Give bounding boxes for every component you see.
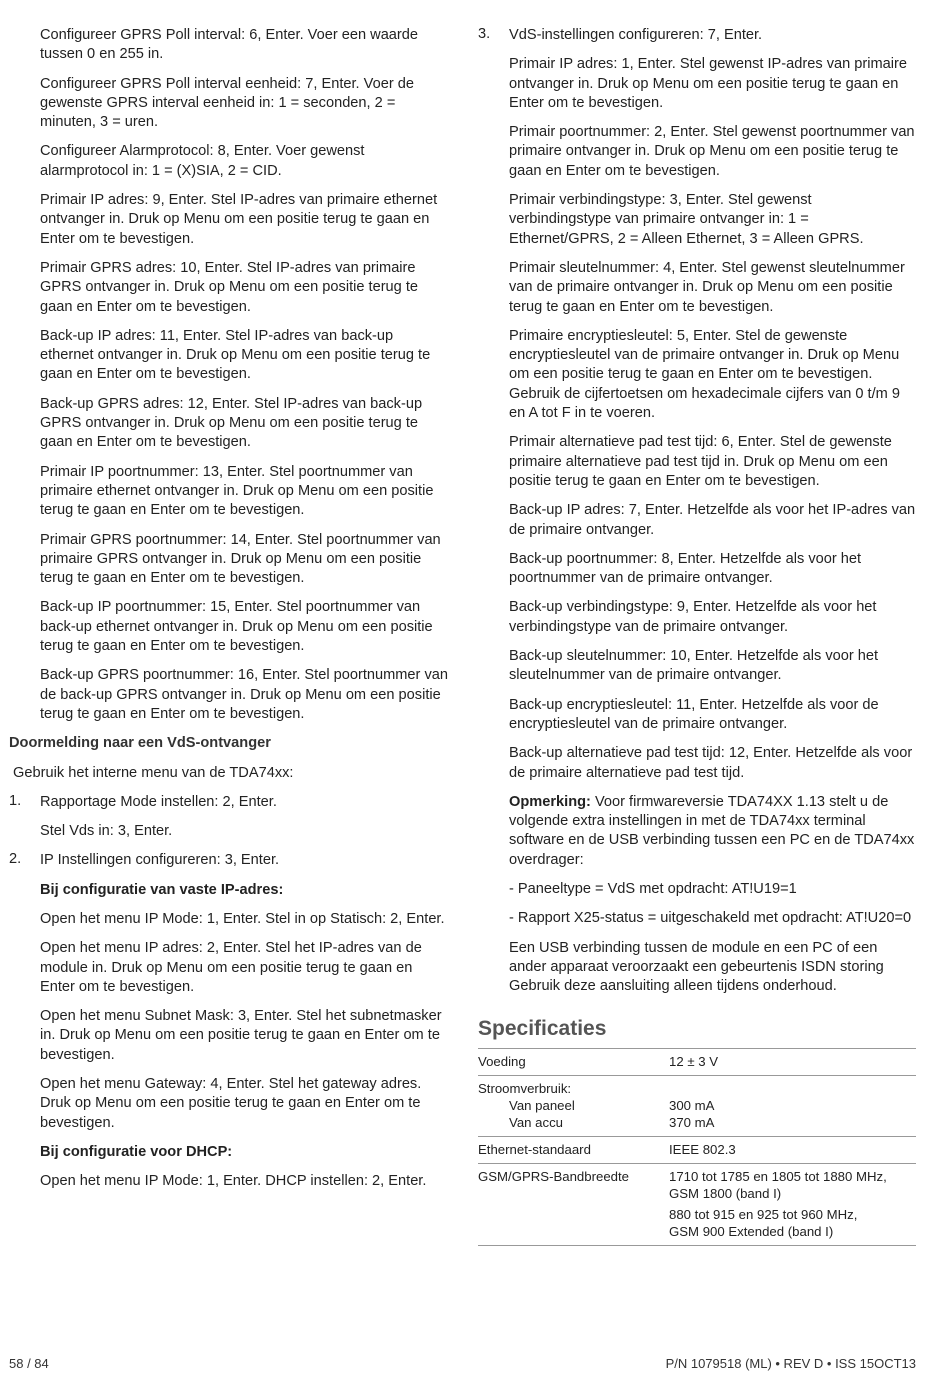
note-text: Voor firmwareversie TDA74XX 1.13 stelt u de volgende extra instellingen in met de TDA74xx terminal software en de USB verbinding tussen een PC en de TDA74xx overdrager:	[509, 793, 915, 868]
step-text: VdS-instellingen configureren: 7, Enter.	[509, 27, 763, 43]
note-label: Opmerking:	[509, 793, 591, 810]
paragraph: Primaire encryptiesleutel: 5, Enter. Stel de gewenste encryptiesleutel van de primaire ontvanger in. Druk op Menu om een positie terug te gaan en Enter om te bevestigen. Gebruik de cijfertoetsen om hexadecimale cijfers van 0 t/m 9 en A tot F in te voeren.	[509, 327, 900, 422]
paragraph: Een USB verbinding tussen de module en een PC of een ander apparaat veroorzaakt een gebeurtenis ISDN storing Gebruik deze aansluiting alleen tijdens onderhoud.	[509, 939, 884, 995]
paragraph: Back-up verbindingstype: 9, Enter. Hetzelfde als voor het verbindingstype van de primaire ontvanger.	[509, 599, 877, 635]
right-column	[478, 26, 916, 1246]
paragraph: Open het menu IP adres: 2, Enter. Stel het IP-adres van de module in. Druk op Menu om een positie terug te gaan en Enter om te bevestigen.	[40, 940, 422, 995]
table-row	[478, 1049, 916, 1076]
paragraph: Primair IP adres: 1, Enter. Stel gewenst IP-adres van primaire ontvanger in. Druk op Menu om een positie terug te gaan en Enter om te bevestigen.	[509, 56, 907, 111]
left-column	[9, 26, 449, 1202]
spec-subvalue: 370 mA	[669, 1115, 715, 1131]
paragraph: Primair verbindingstype: 3, Enter. Stel gewenst verbindingstype van primaire ontvanger in: 1 = Ethernet/GPRS, 2 = Alleen Ethernet, 3 = Alleen GPRS.	[509, 192, 864, 247]
spec-value: 12 ± 3 V	[669, 1054, 719, 1070]
note-paragraph	[509, 793, 916, 870]
paragraph: Back-up GPRS adres: 12, Enter. Stel IP-adres van back-up GPRS ontvanger in. Druk op Menu om een positie terug te gaan en Enter om te bevestigen.	[40, 395, 423, 451]
paragraph: Primair GPRS poortnummer: 14, Enter. Stel poortnummer van primaire GPRS ontvanger in. Druk op Menu om een positie terug te gaan en Enter om te bevestigen.	[40, 531, 441, 587]
paragraph: Stel Vds in: 3, Enter.	[40, 823, 173, 840]
spec-key: Voeding	[478, 1054, 526, 1070]
spec-subvalue: GSM 900 Extended (band I)	[669, 1224, 834, 1240]
paragraph: - Rapport X25-status = uitgeschakeld met opdracht: AT!U20=0	[509, 910, 912, 927]
paragraph: Back-up poortnummer: 8, Enter. Hetzelfde als voor het poortnummer van de primaire ontvanger.	[509, 550, 862, 587]
paragraph: Primair poortnummer: 2, Enter. Stel gewenst poortnummer van primaire ontvanger in. Druk op Menu om een positie terug te gaan en Enter om te bevestigen.	[509, 124, 915, 179]
paragraph: Primair IP adres: 9, Enter. Stel IP-adres van primaire ethernet ontvanger in. Druk op Menu om een positie terug te gaan en Enter om te bevestigen.	[40, 192, 438, 247]
paragraph: Open het menu Gateway: 4, Enter. Stel het gateway adres. Druk op Menu om een positie terug te gaan en Enter om te bevestigen.	[40, 1076, 422, 1131]
spec-value	[669, 1076, 916, 1137]
spec-table	[478, 1048, 916, 1246]
paragraph: Back-up IP poortnummer: 15, Enter. Stel poortnummer van back-up ethernet ontvanger in. Druk op Menu om een positie terug te gaan en Enter om te bevestigen.	[40, 599, 433, 655]
spec-key: Ethernet-standaard	[478, 1142, 591, 1158]
numbered-step	[478, 26, 916, 55]
spec-subvalue: 880 tot 915 en 925 tot 960 MHz,	[669, 1207, 858, 1223]
step-number: 1.	[9, 792, 22, 809]
spec-subkey: Van paneel	[509, 1098, 575, 1114]
table-row	[478, 1164, 916, 1246]
paragraph: Configureer GPRS Poll interval eenheid: 7, Enter. Voer de gewenste GPRS interval eenheid in: 1 = seconden, 2 = minuten, 3 = uren.	[40, 75, 414, 131]
paragraph: Back-up sleutelnummer: 10, Enter. Hetzelfde als voor het sleutelnummer van de primaire ontvanger.	[509, 648, 879, 684]
paragraph: Primair IP poortnummer: 13, Enter. Stel poortnummer van primaire ethernet ontvanger in. Druk op Menu om een positie terug te gaan en Enter om te bevestigen.	[40, 463, 434, 519]
spec-key	[478, 1076, 669, 1137]
paragraph: Configureer GPRS Poll interval: 6, Enter. Voer een waarde tussen 0 en 255 in.	[40, 27, 419, 63]
numbered-step	[9, 851, 449, 880]
page-number: 58 / 84	[9, 1356, 49, 1371]
step-text: IP Instellingen configureren: 3, Enter.	[40, 852, 280, 869]
paragraph: Open het menu IP Mode: 1, Enter. Stel in op Statisch: 2, Enter.	[40, 910, 445, 927]
table-row	[478, 1076, 916, 1137]
paragraph: - Paneeltype = VdS met opdracht: AT!U19=1	[509, 880, 797, 897]
sub-heading: Bij configuratie voor DHCP:	[40, 1143, 233, 1160]
spec-title: Specificaties	[478, 1017, 607, 1041]
spec-subvalue: 300 mA	[669, 1098, 715, 1114]
sub-heading: Bij configuratie van vaste IP-adres:	[40, 881, 284, 898]
intro-text: Gebruik het interne menu van de TDA74xx:	[9, 764, 294, 781]
paragraph: Back-up IP adres: 7, Enter. Hetzelfde als voor het IP-adres van de primaire ontvanger.	[509, 502, 916, 538]
spec-value: IEEE 802.3	[669, 1142, 736, 1158]
paragraph: Primair GPRS adres: 10, Enter. Stel IP-adres van primaire GPRS ontvanger in. Druk op Menu om een positie terug te gaan en Enter om te bevestigen.	[40, 259, 419, 315]
step-text: Rapportage Mode instellen: 2, Enter.	[40, 793, 277, 810]
spec-subkey: Van accu	[509, 1115, 564, 1131]
paragraph: Back-up alternatieve pad test tijd: 12, Enter. Hetzelfde als voor de primaire alternatieve pad test tijd.	[509, 745, 913, 781]
paragraph: Primair sleutelnummer: 4, Enter. Stel gewenst sleutelnummer van de primaire ontvanger in. Druk op Menu om een positie terug te gaan en Enter om te bevestigen.	[509, 259, 905, 315]
spec-value	[669, 1164, 916, 1246]
paragraph: Open het menu Subnet Mask: 3, Enter. Stel het subnetmasker in. Druk op Menu om een positie terug te gaan en Enter om te bevestigen.	[40, 1008, 442, 1063]
step-number: 2.	[9, 851, 22, 868]
numbered-step	[9, 793, 449, 822]
section-heading: Doormelding naar een VdS-ontvanger	[9, 735, 271, 752]
spec-key: GSM/GPRS-Bandbreedte	[478, 1169, 629, 1185]
spec-key-label: Stroomverbruik:	[478, 1081, 572, 1097]
table-row	[478, 1137, 916, 1164]
document-id: P/N 1079518 (ML) • REV D • ISS 15OCT13	[665, 1356, 916, 1371]
paragraph: Back-up encryptiesleutel: 11, Enter. Hetzelfde als voor de encryptiesleutel van de primaire ontvanger.	[509, 696, 879, 732]
paragraph: Open het menu IP Mode: 1, Enter. DHCP instellen: 2, Enter.	[40, 1173, 427, 1190]
step-number: 3.	[478, 26, 491, 42]
paragraph: Back-up IP adres: 11, Enter. Stel IP-adres van back-up ethernet ontvanger in. Druk op Menu om een positie terug te gaan en Enter om te bevestigen.	[40, 327, 431, 383]
paragraph: Back-up GPRS poortnummer: 16, Enter. Stel poortnummer van de back-up GPRS ontvanger in. Druk op Menu om een positie terug te gaan en Enter om te bevestigen.	[40, 667, 448, 722]
spec-subvalue: 1710 tot 1785 en 1805 tot 1880 MHz,	[669, 1169, 887, 1185]
spec-subvalue: GSM 1800 (band I)	[669, 1186, 782, 1202]
paragraph: Configureer Alarmprotocol: 8, Enter. Voer gewenst alarmprotocol in: 1 = (X)SIA, 2 = CID.	[40, 143, 365, 179]
paragraph: Primair alternatieve pad test tijd: 6, Enter. Stel de gewenste primaire alternatieve pad test tijd in. Druk op Menu om een positie terug te gaan en Enter om te bevestigen.	[509, 434, 892, 489]
